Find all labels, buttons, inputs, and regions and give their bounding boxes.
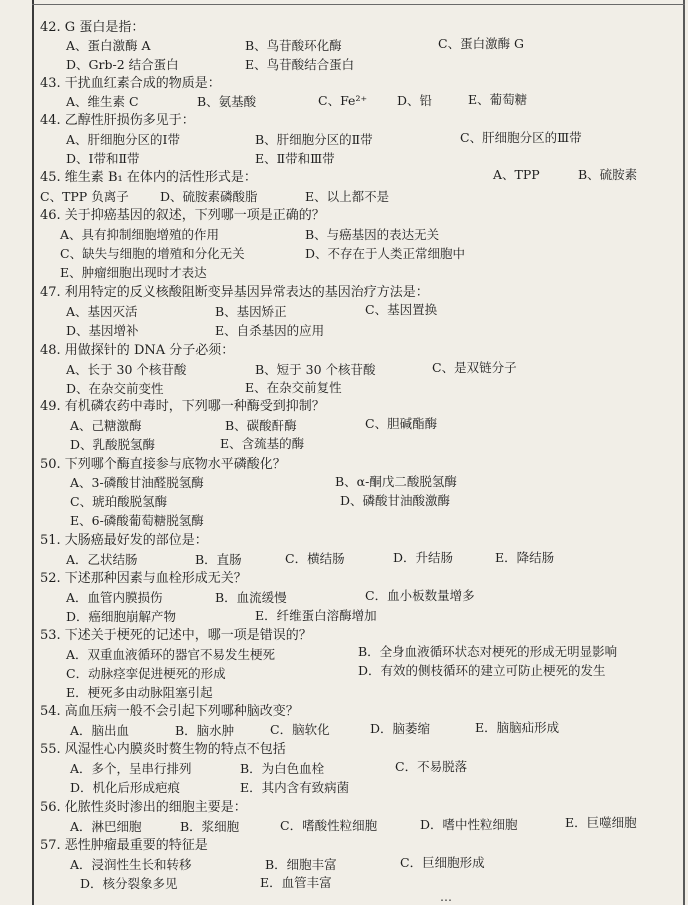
option-43-e: E、葡萄糖 <box>468 92 528 107</box>
option-46-c: C、缺失与细胞的增殖和分化无关 <box>60 246 245 261</box>
option-44-a: A、肝细胞分区的Ⅰ带 <box>66 132 180 147</box>
option-44-e: E、Ⅱ带和Ⅲ带 <box>255 151 335 166</box>
option-52-d: D．癌细胞崩解产物 <box>66 609 177 624</box>
option-47-c: C、基因置换 <box>365 302 438 317</box>
option-42-e: E、鸟苷酸结合蛋白 <box>245 57 355 72</box>
option-44-d: D、Ⅰ带和Ⅱ带 <box>66 151 140 166</box>
option-49-a: A、己糖激酶 <box>70 418 142 433</box>
option-50-c: C、琥珀酸脱氢酶 <box>70 494 168 509</box>
option-49-b: B、碳酸酐酶 <box>225 418 297 433</box>
option-48-c: C、是双链分子 <box>432 360 517 375</box>
option-48-d: D、在杂交前变性 <box>66 381 164 396</box>
question-48-stem: 48. 用做探针的 DNA 分子必须： <box>40 343 235 358</box>
option-49-d: D、乳酸脱氢酶 <box>70 437 156 452</box>
option-55-a: A．多个，呈串行排列 <box>70 761 192 776</box>
question-43-stem: 43. 干扰血红素合成的物质是： <box>40 76 221 91</box>
question-46-stem: 46. 关于抑癌基因的叙述，下列哪一项是正确的？ <box>40 208 325 223</box>
option-57-c: C．巨细胞形成 <box>400 855 485 870</box>
option-57-a: A．浸润性生长和转移 <box>70 857 192 872</box>
option-53-a: A．双重血液循环的器官不易发生梗死 <box>66 647 276 662</box>
option-42-a: A、蛋白激酶 A <box>66 38 151 53</box>
question-55-stem: 55. 风湿性心内膜炎时赘生物的特点不包括 <box>40 742 286 757</box>
option-53-b: B．全身血液循环状态对梗死的形成无明显影响 <box>358 644 618 659</box>
option-52-c: C．血小板数量增多 <box>365 588 475 603</box>
question-50-stem: 50. 下列哪个酶直接参与底物水平磷酸化？ <box>40 457 286 472</box>
option-52-a: A．血管内膜损伤 <box>66 590 163 605</box>
option-44-c: C、肝细胞分区的Ⅲ带 <box>460 130 582 145</box>
question-45-stem: 45. 维生素 B₁ 在体内的活性形式是： <box>40 170 257 185</box>
page-border-left <box>32 0 34 905</box>
option-46-b: B、与癌基因的表达无关 <box>305 227 440 242</box>
option-44-b: B、肝细胞分区的Ⅱ带 <box>255 132 373 147</box>
option-48-e: E、在杂交前复性 <box>245 380 342 395</box>
option-53-d: D．有效的侧枝循环的建立可防止梗死的发生 <box>358 663 606 678</box>
option-43-c: C、Fe²⁺ <box>318 93 368 108</box>
question-42-stem: 42. G 蛋白是指： <box>40 20 145 35</box>
option-47-b: B、基因矫正 <box>215 304 287 319</box>
option-55-c: C．不易脱落 <box>395 759 468 774</box>
question-49-stem: 49. 有机磷农药中毒时，下列哪一种酶受到抑制？ <box>40 399 325 414</box>
option-56-a: A．淋巴细胞 <box>70 819 142 834</box>
option-55-b: B．为白色血栓 <box>240 761 325 776</box>
option-56-d: D．嗜中性粒细胞 <box>420 817 518 832</box>
question-47-stem: 47. 利用特定的反义核酸阻断变异基因异常表达的基因治疗方法是： <box>40 285 429 300</box>
option-49-c: C、胆碱酯酶 <box>365 416 438 431</box>
question-57-stem: 57. 恶性肿瘤最重要的特征是 <box>40 838 208 853</box>
option-57-e: E．血管丰富 <box>260 875 332 890</box>
option-50-a: A、3-磷酸甘油醛脱氢酶 <box>70 475 204 490</box>
option-57-d: D．核分裂象多见 <box>80 876 178 891</box>
page-footer-mark: … <box>440 890 452 904</box>
option-55-e: E．其内含有致病菌 <box>240 780 350 795</box>
option-50-b: B、α-酮戊二酸脱氢酶 <box>335 474 457 489</box>
option-52-b: B．血流缓慢 <box>215 590 287 605</box>
option-57-b: B．细胞丰富 <box>265 857 337 872</box>
option-50-d: D、磷酸甘油酸激酶 <box>340 493 451 508</box>
option-51-e: E．降结肠 <box>495 550 555 565</box>
option-51-a: A．乙状结肠 <box>66 552 138 567</box>
option-43-d: D、铅 <box>397 93 433 108</box>
option-47-a: A、基因灭活 <box>66 304 138 319</box>
option-54-b: B．脑水肿 <box>175 723 235 738</box>
option-43-b: B、氨基酸 <box>197 94 257 109</box>
option-51-b: B．直肠 <box>195 552 242 567</box>
option-42-b: B、鸟苷酸环化酶 <box>245 38 342 53</box>
page-border-top <box>32 4 685 5</box>
question-54-stem: 54. 高血压病一般不会引起下列哪种脑改变？ <box>40 704 299 719</box>
option-56-e: E．巨噬细胞 <box>565 815 637 830</box>
option-45-b: B、硫胺素 <box>578 167 638 182</box>
question-51-stem: 51. 大肠癌最好发的部位是： <box>40 533 208 548</box>
option-54-c: C．脑软化 <box>270 722 330 737</box>
option-52-e: E．纤维蛋白溶酶增加 <box>255 608 377 623</box>
option-54-e: E．脑脑疝形成 <box>475 720 560 735</box>
option-53-e: E．梗死多由动脉阻塞引起 <box>66 685 213 700</box>
option-47-e: E、自杀基因的应用 <box>215 323 325 338</box>
option-55-d: D．机化后形成疤痕 <box>70 780 181 795</box>
option-48-a: A、长于 30 个核苷酸 <box>66 362 187 377</box>
option-42-d: D、Grb-2 结合蛋白 <box>66 57 179 72</box>
question-53-stem: 53. 下述关于梗死的记述中，哪一项是错误的？ <box>40 628 312 643</box>
option-50-e: E、6-磷酸葡萄糖脱氢酶 <box>70 513 204 528</box>
option-54-a: A．脑出血 <box>70 723 130 738</box>
option-53-c: C．动脉痉挛促进梗死的形成 <box>66 666 226 681</box>
option-56-c: C．嗜酸性粒细胞 <box>280 818 378 833</box>
option-42-c: C、蛋白激酶 G <box>438 36 525 51</box>
option-45-e: E、以上都不是 <box>305 189 390 204</box>
option-49-e: E、含巯基的酶 <box>220 436 305 451</box>
option-46-d: D、不存在于人类正常细胞中 <box>305 246 466 261</box>
option-45-a: A、TPP <box>493 167 540 182</box>
option-47-d: D、基因增补 <box>66 323 139 338</box>
option-46-e: E、肿瘤细胞出现时才表达 <box>60 265 207 280</box>
option-54-d: D．脑萎缩 <box>370 721 431 736</box>
option-45-d: D、硫胺素磷酸脂 <box>160 189 258 204</box>
option-46-a: A、具有抑制细胞增殖的作用 <box>60 227 220 242</box>
option-56-b: B．浆细胞 <box>180 819 240 834</box>
page-border-right <box>683 0 685 905</box>
option-51-d: D．升结肠 <box>393 550 454 565</box>
option-45-c: C、TPP 负离子 <box>40 189 129 204</box>
option-43-a: A、维生素 C <box>66 94 139 109</box>
question-52-stem: 52. 下述那种因素与血栓形成无关？ <box>40 571 247 586</box>
option-48-b: B、短于 30 个核苷酸 <box>255 362 376 377</box>
question-44-stem: 44. 乙醇性肝损伤多见于： <box>40 113 195 128</box>
option-51-c: C．横结肠 <box>285 551 345 566</box>
question-56-stem: 56. 化脓性炎时渗出的细胞主要是： <box>40 800 247 815</box>
